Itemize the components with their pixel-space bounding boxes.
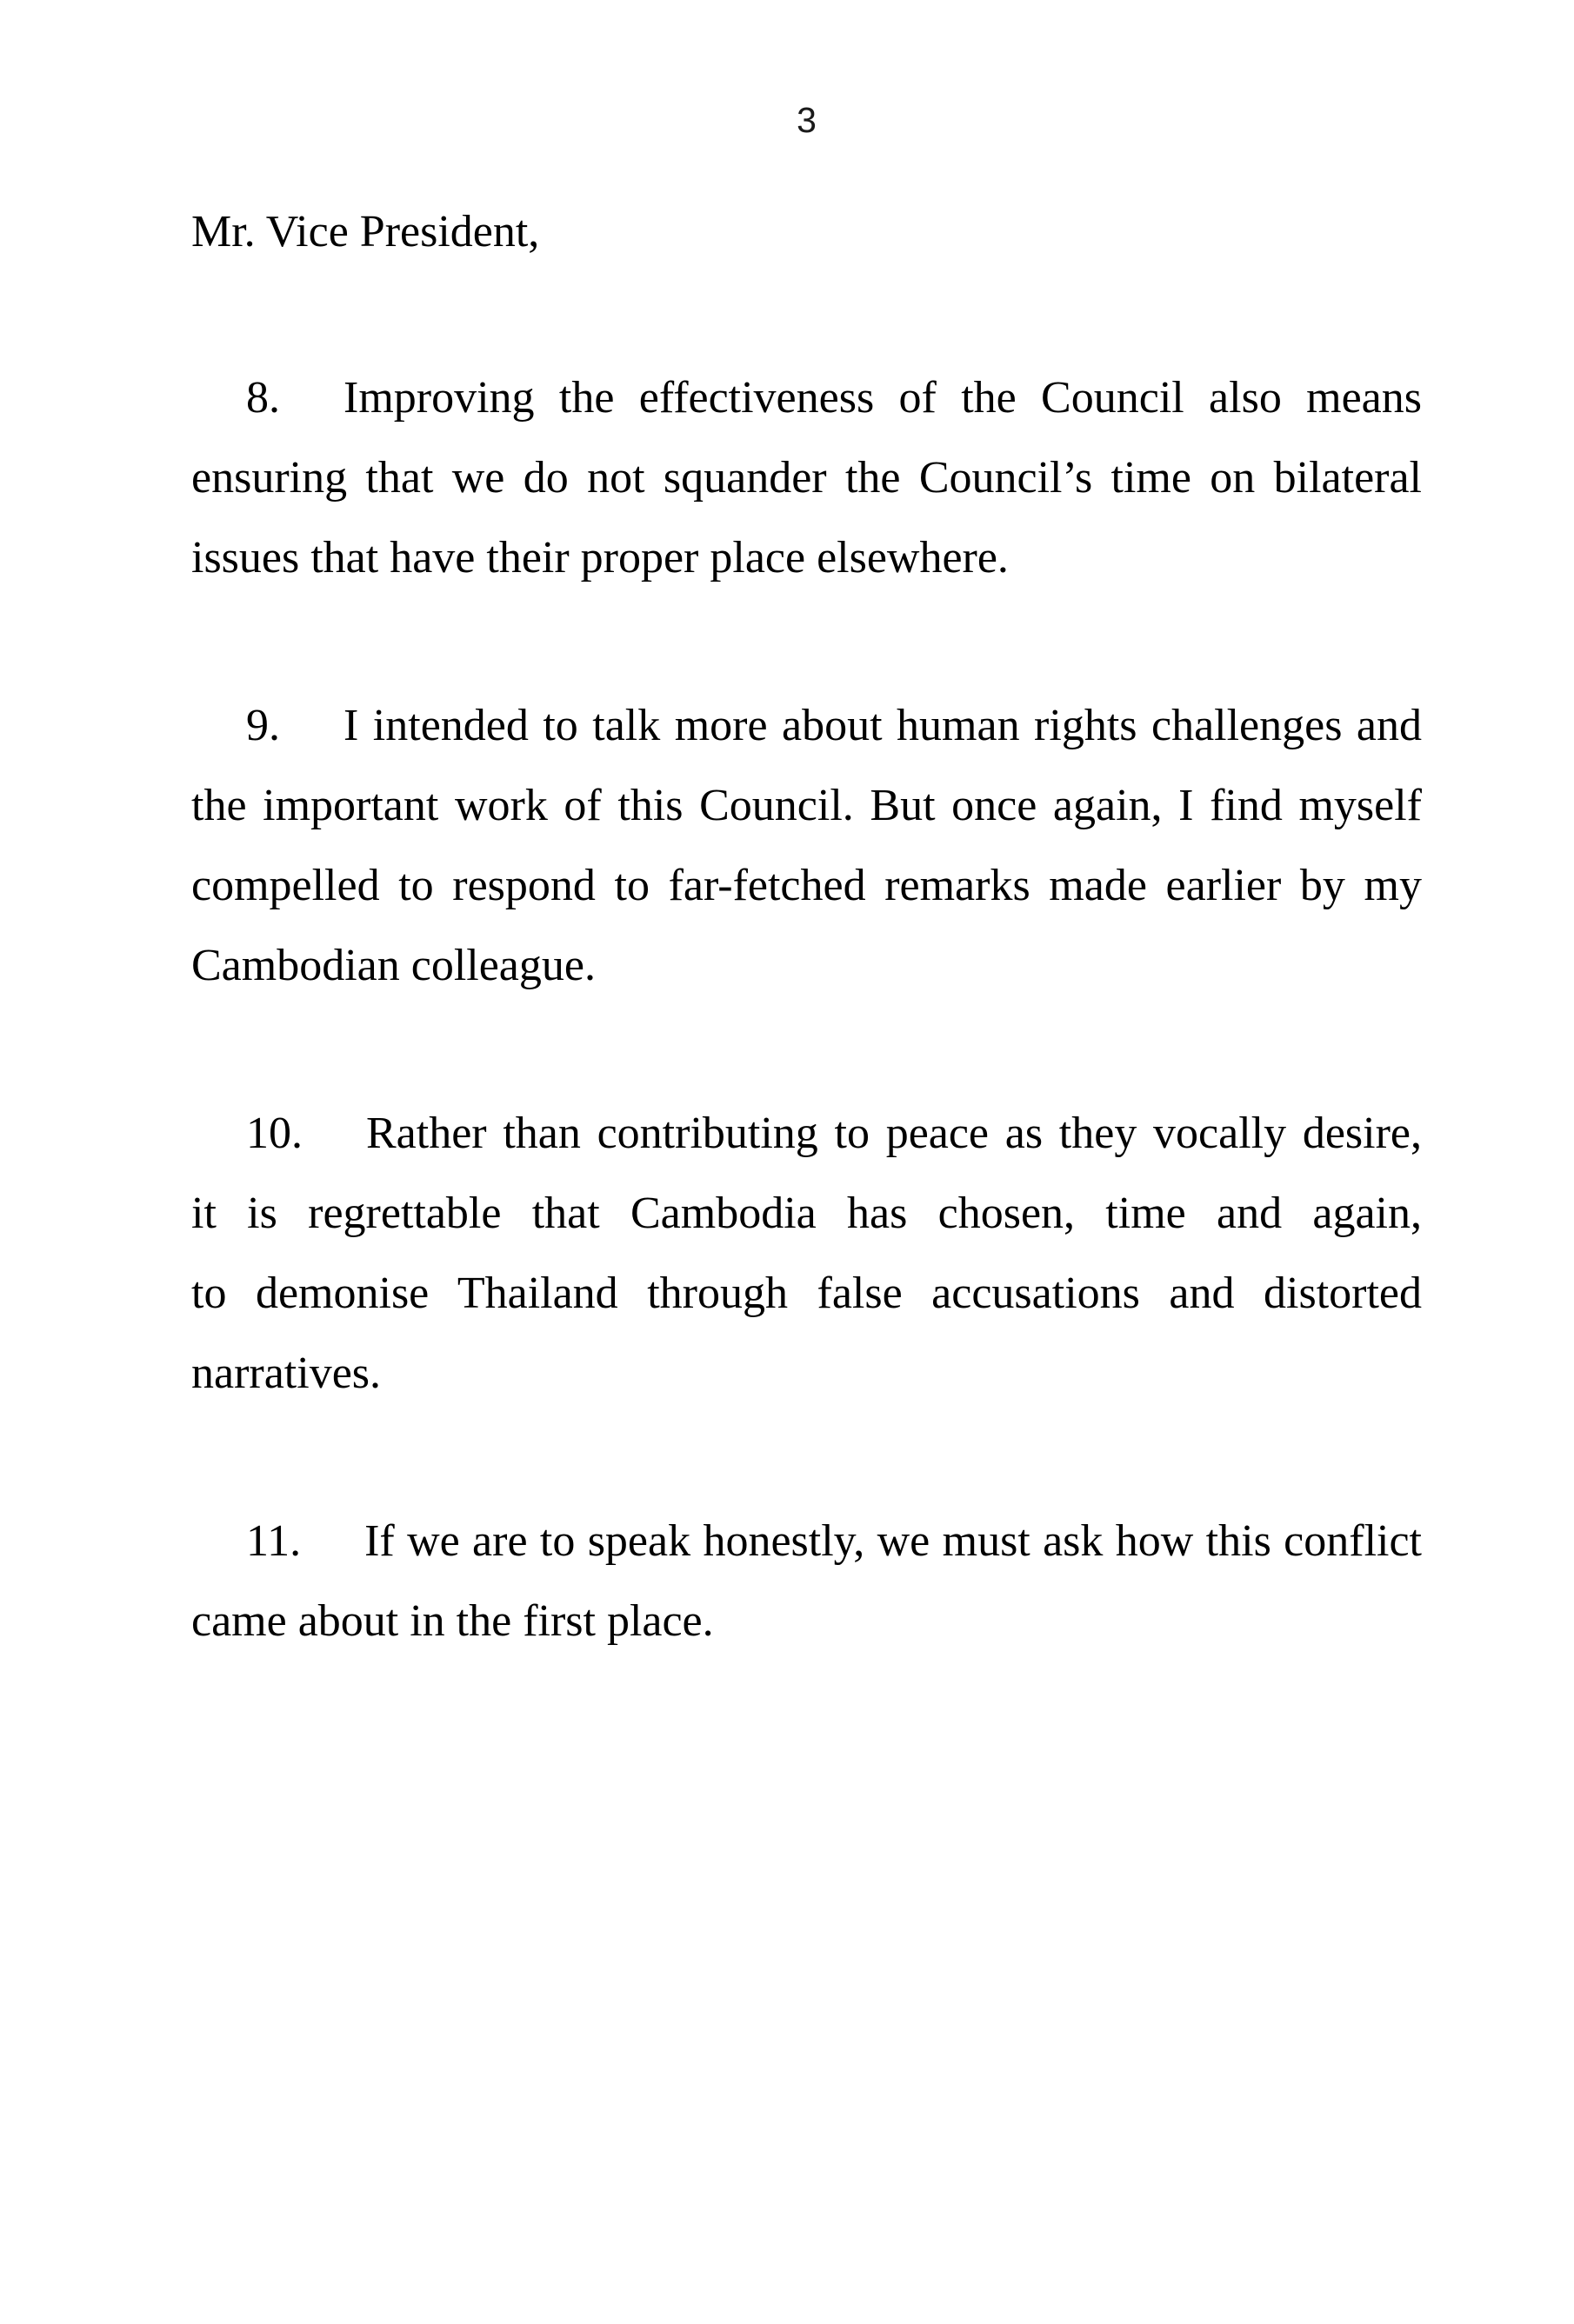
paragraph-line: Cambodian colleague. (191, 941, 596, 990)
numbered-paragraph (191, 358, 1422, 598)
numbered-paragraph (191, 686, 1422, 1006)
paragraph-line: 9. I intended to talk more about human rights challenges and (246, 701, 1422, 750)
numbered-paragraph (191, 1502, 1422, 1661)
paragraph-line: compelled to respond to far-fetched remarks made earlier by my (191, 861, 1422, 910)
paragraph-number: 8. (246, 373, 280, 423)
page-number: 3 (797, 100, 817, 140)
paragraph-number: 9. (246, 701, 280, 750)
paragraph-line: 11. If we are to speak honestly, we must ask how this conflict (246, 1516, 1422, 1566)
salutation: Mr. Vice President, (191, 207, 540, 256)
sheet (0, 98, 1574, 2324)
paragraph-line: ensuring that we do not squander the Council’s time on bilateral (191, 453, 1422, 503)
paragraph-line: came about in the first place. (191, 1596, 714, 1646)
paragraph-line: it is regrettable that Cambodia has chosen, time and again, (191, 1189, 1422, 1238)
paragraph-line: issues that have their proper place elsewhere. (191, 533, 1009, 583)
paragraph-line: to demonise Thailand through false accusations and distorted (191, 1269, 1422, 1318)
paragraph-line: the important work of this Council. But once again, I find myself (191, 781, 1422, 830)
paragraph-line: 8. Improving the effectiveness of the Council also means (246, 373, 1422, 423)
paragraph-line: 10. Rather than contributing to peace as they vocally desire, (246, 1109, 1422, 1158)
document-page (0, 98, 1574, 2324)
numbered-paragraph (191, 1094, 1422, 1414)
paragraph-number: 10. (246, 1109, 303, 1158)
paragraph-line: narratives. (191, 1348, 382, 1398)
paragraph-number: 11. (246, 1516, 302, 1566)
paragraph-list (191, 358, 1422, 1661)
